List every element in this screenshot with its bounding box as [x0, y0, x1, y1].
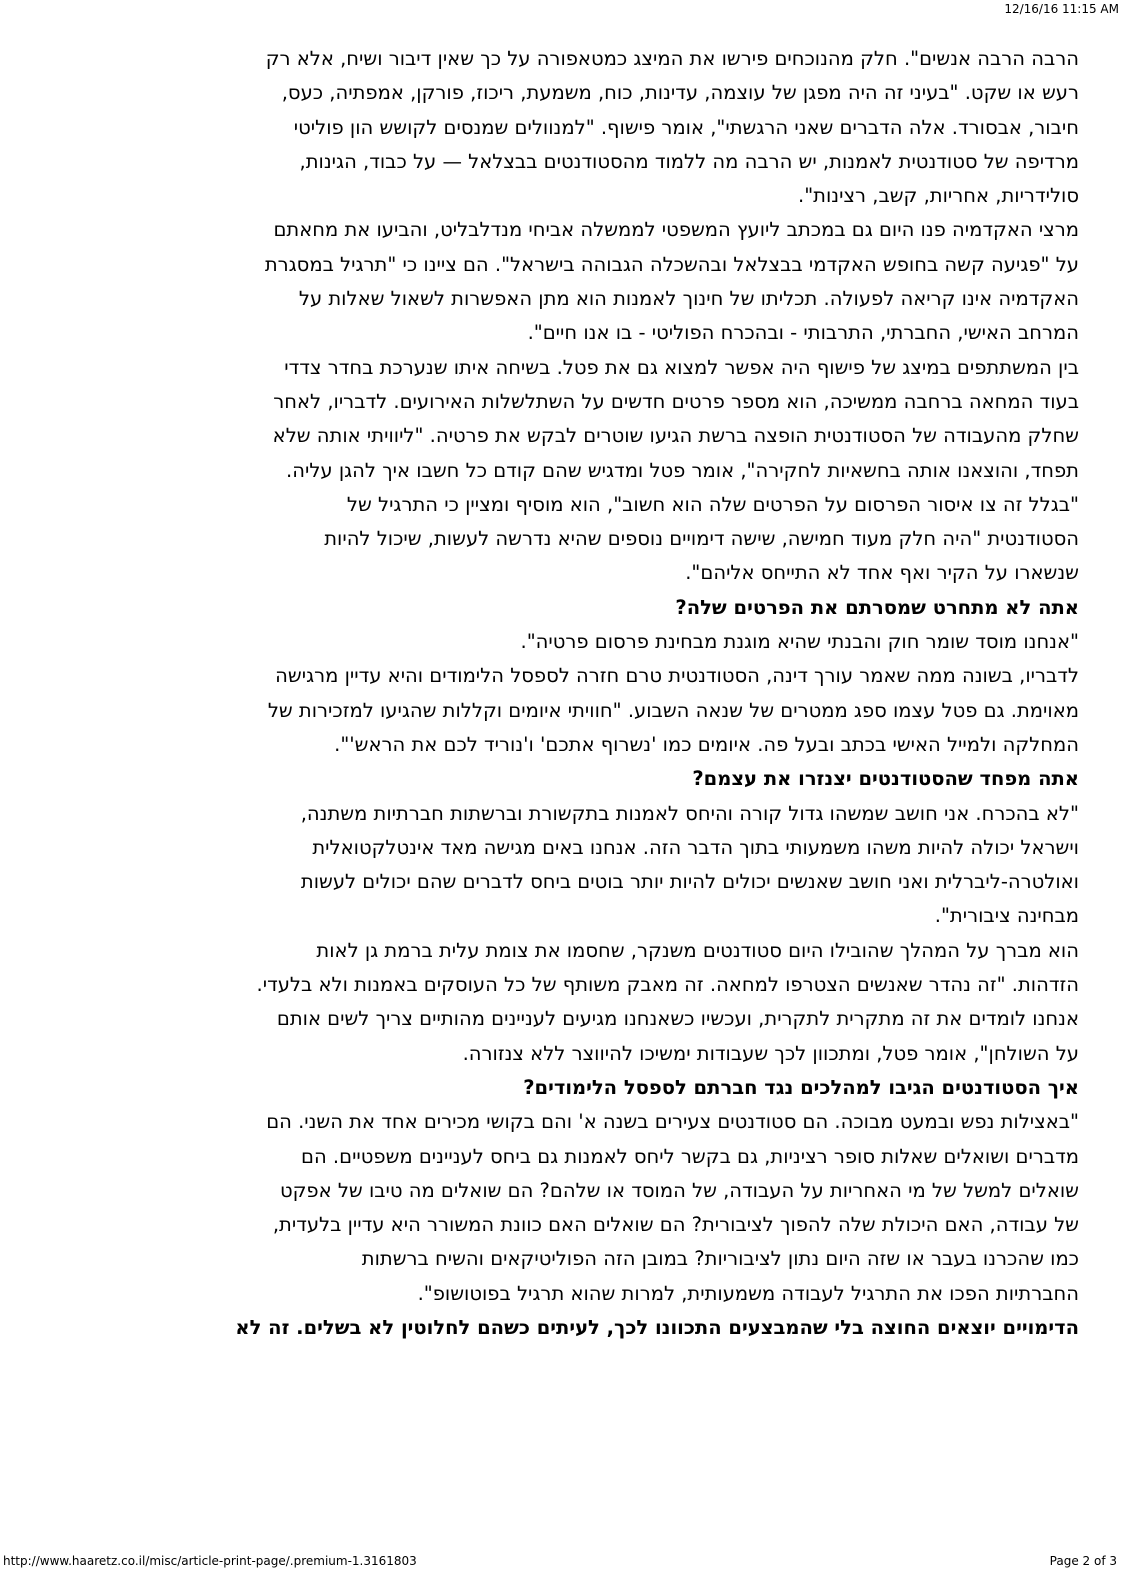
text-line: רעש או שקט. "בעיני זה היה מפגן של עוצמה, עדינות, כוח, משמעת, ריכוז, פורקן, אמפתיה, כעס, [281, 81, 1079, 105]
text-line: ואולטרה-ליברלית ואני חושב שאנשים יכולים להיות יותר בוטים ביחס לדברים שהם יכולים לעשות [300, 870, 1079, 894]
text-line: סולידריות, אחריות, קשב, רצינות". [798, 184, 1079, 208]
text-line: בין המשתתפים במיצג של פישוף היה אפשר למצוא גם את פטל. בשיחה איתו שנערכת בחדר צדדי [284, 355, 1079, 379]
page-number: Page 2 of 3 [1049, 1554, 1117, 1568]
text-line: מרדיפה של סטודנטית לאמנות, יש הרבה מה ללמוד מהסטודנטים בבצלאל — על כבוד, הגינות, [299, 149, 1079, 173]
text-line: הרבה הרבה אנשים". חלק מהנוכחים פירשו את המיצג כמטאפורה על כך שאין דיבור ושיח, אלא רק [265, 47, 1079, 70]
text-line: שחלק מהעבודה של הסטודנטית הופצה ברשת הגיעו שוטרים לבקש את פרטיה. "ליוויתי אותה שלא [272, 424, 1079, 448]
text-line: המחלקה ולמייל האישי בכתב ובעל פה. איומים כמו 'נשרוף אתכם' ו'נוריד לכם את הראש'". [334, 732, 1079, 756]
text-line: כמו שהכרנו בעבר או שזה היום נתון לציבוריות? במובן הזה הפוליטיקאים והשיח ברשתות [361, 1247, 1079, 1271]
interview-question: הדימויים יוצאים החוצה בלי שהמבצעים התכוונו לכך, לעיתים כשהם לחלוטין לא בשלים. זה לא [235, 1315, 1079, 1339]
text-line: "באצילות נפש ובמעט מבוכה. הם סטודנטים צעירים בשנה א' והם בקושי מכירים אחד את השני. הם [266, 1110, 1079, 1134]
text-line: וישראל יכולה להיות משהו משמעותי בתוך הדבר הזה. אנחנו באים מגישה מאד אינטלקטואלית [312, 835, 1079, 859]
article-body [100, 42, 1079, 1345]
text-line: בעוד המחאה ברחבה ממשיכה, הוא מספר פרטים חדשים על השתלשלות האירועים. לדבריו, לאחר [273, 389, 1079, 413]
text-line: אנחנו לומדים את זה מתקרית לתקרית, ועכשיו כשאנחנו מגיעים לעניינים מהותיים צריך לשים אותם [276, 1007, 1079, 1031]
text-line: על השולחן", אומר פטל, ומתכוון לכך שעבודות ימשיכו להיווצר ללא צנזורה. [462, 1041, 1079, 1065]
text-line: תפחד, והוצאנו אותה בחשאיות לחקירה", אומר פטל ומדגיש שהם קודם כל חשבו איך להגן עליה. [286, 458, 1079, 482]
interview-question: אתה מפחד שהסטודנטים יצנזרו את עצמם? [692, 767, 1079, 791]
interview-question: אתה לא מתחרט שמסרתם את הפרטים שלה? [675, 595, 1079, 619]
text-line: מדברים ושואלים שאלות סופר רציניות, גם בקשר ליחס לאמנות גם ביחס לעניינים משפטיים. הם [301, 1144, 1079, 1168]
text-line: מרצי האקדמיה פנו היום גם במכתב ליועץ המשפטי לממשלה אביחי מנדלבליט, והביעו את מחאתם [273, 218, 1079, 242]
page-url: http://www.haaretz.co.il/misc/article-print-page/.premium-1.3161803 [3, 1554, 417, 1568]
print-timestamp: 12/16/16 11:15 AM [1004, 2, 1119, 16]
text-line: "לא בהכרח. אני חושב שמשהו גדול קורה והיחס לאמנות בתקשורת וברשתות חברתיות משתנה, [300, 801, 1079, 825]
text-line: האקדמיה אינו קריאה לפעולה. תכליתו של חינוך לאמנות הוא מתן האפשרות לשאול שאלות על [298, 287, 1079, 311]
text-line: של עבודה, האם היכולת שלה להפוך לציבורית? הם שואלים האם כוונת המשורר היא עדיין בלעדית, [272, 1213, 1079, 1237]
interview-question: איך הסטודנטים הגיבו למהלכים נגד חברתם לספסל הלימודים? [523, 1075, 1079, 1099]
text-line: שואלים למשל של מי האחריות על העבודה, של המוסד או שלהם? הם שואלים מה טיבו של אפקט [279, 1178, 1079, 1202]
text-line: מבחינה ציבורית". [934, 904, 1079, 928]
text-line: על "פגיעה קשה בחופש האקדמי בבצלאל ובהשכלה הגבוהה בישראל". הם ציינו כי "תרגיל במסגרת [264, 252, 1079, 276]
text-line: החברתיות הפכו את התרגיל לעבודה משמעותית, למרות שהוא תרגיל בפוטושופ". [417, 1281, 1079, 1305]
text-line: לדבריו, בשונה ממה שאמר עורך דינה, הסטודנטית טרם חזרה לספסל הלימודים והיא עדיין מרגישה [275, 664, 1079, 688]
text-line: המרחב האישי, החברתי, התרבותי - ובהכרח הפוליטי - בו אנו חיים". [527, 321, 1079, 345]
print-footer [0, 1554, 1125, 1572]
text-line: מאוימת. גם פטל עצמו ספג ממטרים של שנאה השבוע. "חוויתי איומים וקללות שהגיעו למזכירות של [267, 698, 1079, 722]
text-line: הוא מברך על המהלך שהובילו היום סטודנטים משנקר, שחסמו את צומת עלית ברמת גן לאות [316, 938, 1079, 962]
text-line: הזדהות. "זה נהדר שאנשים הצטרפו למחאה. זה מאבק משותף של כל העוסקים באמנות ולא בלעדי. [256, 973, 1079, 997]
text-line: "בגלל זה צו איסור הפרסום על הפרטים שלה הוא חשוב", הוא מוסיף ומציין כי התרגיל של [346, 492, 1079, 516]
text-line: שנשארו על הקיר ואף אחד לא התייחס אליהם". [685, 561, 1079, 585]
text-line: הסטודנטית "היה חלק מעוד חמישה, שישה דימויים נוספים שהיא נדרשה לעשות, שיכול להיות [324, 527, 1079, 551]
text-line: חיבור, אבסורד. אלה הדברים שאני הרגשתי", אומר פישוף. "למנוולים שמנסים לקושש הון פוליטי [293, 115, 1079, 139]
text-line: "אנחנו מוסד שומר חוק והבנתי שהיא מוגנת מבחינת פרסום פרטיה". [520, 630, 1079, 654]
